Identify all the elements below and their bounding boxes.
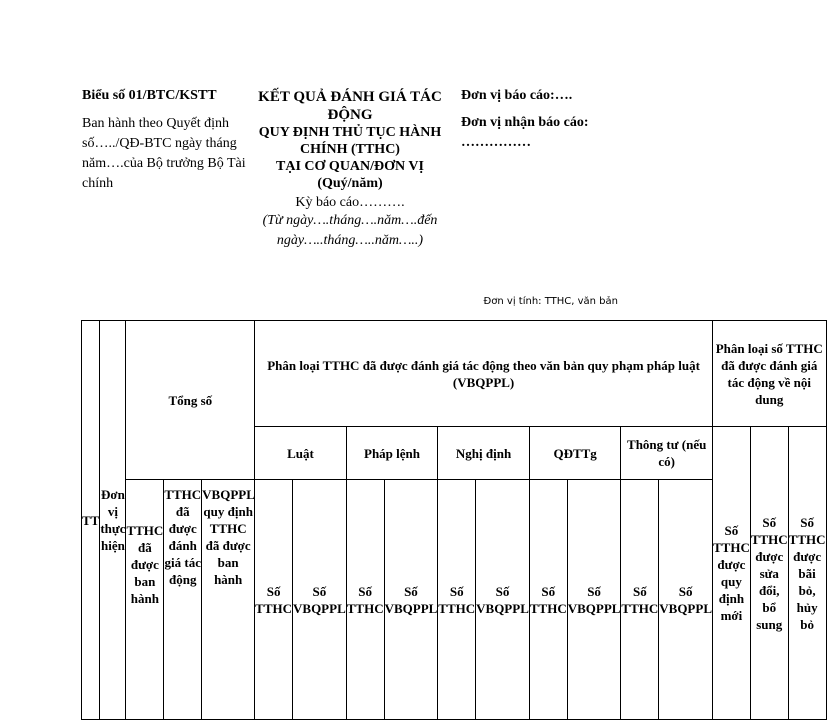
col-tt-header: TT bbox=[82, 321, 100, 720]
ordinance-docs-count: Số VBQPPL bbox=[384, 480, 438, 720]
circular-docs-count: Số VBQPPL bbox=[659, 480, 713, 720]
report-subtitle-1: QUY ĐỊNH THỦ TỤC HÀNH CHÍNH (TTHC) bbox=[258, 125, 442, 157]
header-right bbox=[461, 88, 651, 153]
pm-decision-docs-count: Số VBQPPL bbox=[567, 480, 621, 720]
reporting-unit: Đơn vị báo cáo:…. bbox=[461, 88, 573, 103]
content-repealed-header: Số TTHC được bãi bỏ, hủy bỏ bbox=[788, 427, 826, 720]
law-docs-count: Số VBQPPL bbox=[293, 480, 347, 720]
decree-docs-count: Số VBQPPL bbox=[476, 480, 530, 720]
doc-type-circular: Thông tư (nếu có) bbox=[621, 427, 713, 480]
doc-type-pm-decision: QĐTTg bbox=[529, 427, 621, 480]
report-period: Kỳ báo cáo………. bbox=[295, 195, 405, 210]
total-issued-header: TTHC đã được ban hành bbox=[126, 480, 164, 720]
circular-procedures-count: Số TTHC bbox=[621, 480, 659, 720]
col-by-legal-doc-header: Phân loại TTHC đã được đánh giá tác động theo văn bản quy phạm pháp luật (VBQPPL) bbox=[255, 321, 713, 427]
date-range: (Từ ngày….tháng….năm….đến ngày…..tháng…..năm…..) bbox=[262, 213, 438, 248]
law-procedures-count: Số TTHC bbox=[255, 480, 293, 720]
col-by-content-header: Phân loại số TTHC đã được đánh giá tác động về nội dung bbox=[712, 321, 826, 427]
header-left bbox=[82, 88, 252, 194]
report-table bbox=[81, 320, 827, 720]
col-total-header: Tổng số bbox=[126, 321, 255, 480]
doc-type-decree: Nghị định bbox=[438, 427, 530, 480]
total-legal-docs-header: VBQPPL quy định TTHC đã được ban hành bbox=[202, 480, 255, 720]
form-code: Biểu số 01/BTC/KSTT bbox=[82, 88, 217, 103]
content-amended-header: Số TTHC được sửa đổi, bổ sung bbox=[750, 427, 788, 720]
doc-type-law: Luật bbox=[255, 427, 347, 480]
decree-procedures-count: Số TTHC bbox=[438, 480, 476, 720]
receiving-unit: Đơn vị nhận báo cáo: …………… bbox=[461, 115, 589, 150]
ordinance-procedures-count: Số TTHC bbox=[346, 480, 384, 720]
total-assessed-header: TTHC đã được đánh giá tác động bbox=[164, 480, 202, 720]
unit-note: Đơn vị tính: TTHC, văn bản bbox=[483, 296, 618, 307]
col-unit-header: Đơn vị thực hiện bbox=[100, 321, 126, 720]
issued-by-text: Ban hành theo Quyết định số…../QĐ-BTC ngày tháng năm….của Bộ trưởng Bộ Tài chính bbox=[82, 116, 246, 191]
period-type: (Quý/năm) bbox=[317, 176, 383, 191]
content-new-header: Số TTHC được quy định mới bbox=[712, 427, 750, 720]
header-center bbox=[238, 88, 462, 251]
pm-decision-procedures-count: Số TTHC bbox=[529, 480, 567, 720]
doc-type-ordinance: Pháp lệnh bbox=[346, 427, 438, 480]
report-subtitle-2: TẠI CƠ QUAN/ĐƠN VỊ bbox=[276, 159, 424, 174]
report-title: KẾT QUẢ ĐÁNH GIÁ TÁC ĐỘNG bbox=[258, 89, 442, 123]
